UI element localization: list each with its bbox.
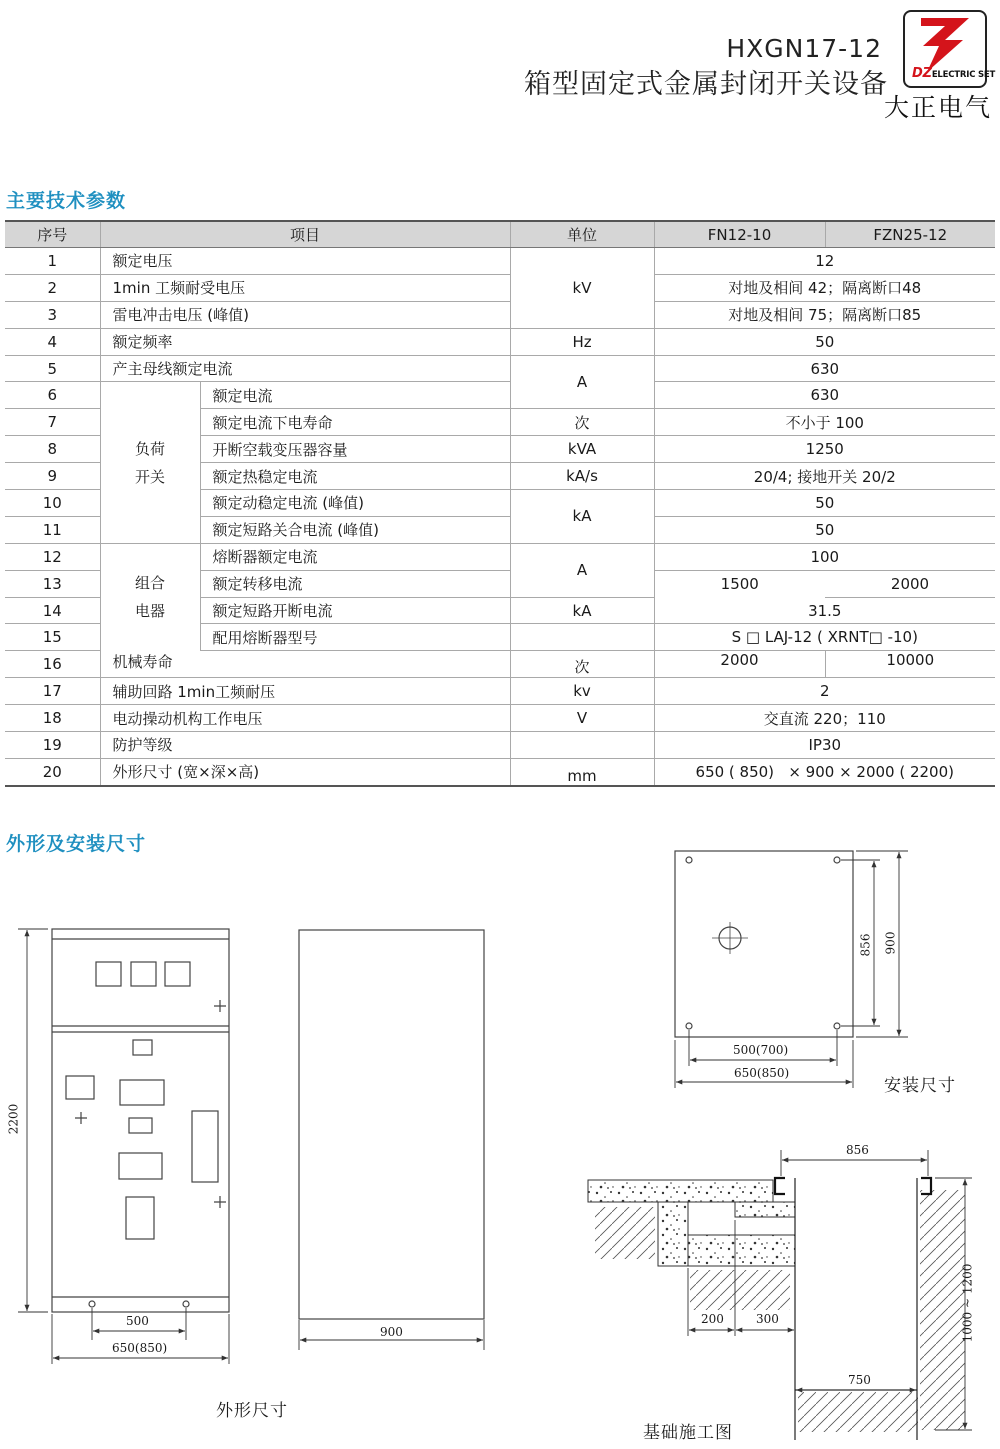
row-no: 17 — [5, 678, 100, 705]
row-item: 外形尺寸 (宽×深×高) — [100, 758, 510, 785]
outline-side-view — [299, 930, 484, 1319]
row-unit: V — [510, 705, 654, 732]
row-unit: mm — [510, 758, 654, 785]
row-no: 3 — [5, 301, 100, 328]
section-title-dimensions: 外形及安装尺寸 — [6, 833, 147, 855]
row-unit: 次 — [510, 651, 654, 678]
group-label: 负荷 — [134, 439, 165, 458]
row-item: 额定短路关合电流 (峰值) — [200, 516, 510, 543]
row-item: 雷电冲击电压 (峰值) — [100, 301, 510, 328]
row-unit: kA — [510, 490, 654, 544]
row-no: 4 — [5, 328, 100, 355]
row-no: 6 — [5, 382, 100, 409]
dim-install-inner-width: 500(700) — [733, 1043, 789, 1057]
row-no: 20 — [5, 758, 100, 785]
header-fzn25: FZN25-12 — [825, 221, 995, 248]
dim-foundation-w2: 300 — [756, 1312, 779, 1326]
product-model: HXGN17-12 — [726, 34, 882, 63]
row-item: 辅助回路 1min工频耐压 — [100, 678, 510, 705]
section-title-params: 主要技术参数 — [6, 190, 127, 212]
row-value: 对地及相间 75；隔离断口85 — [654, 301, 995, 328]
row-item: 产主母线额定电流 — [100, 355, 510, 382]
row-item: 额定电流下电寿命 — [200, 409, 510, 436]
row-no: 8 — [5, 436, 100, 463]
row-item: 1min 工频耐受电压 — [100, 274, 510, 301]
row-item: 防护等级 — [100, 732, 510, 759]
row-item: 额定电流 — [200, 382, 510, 409]
row-value-b: 2000 — [825, 570, 995, 597]
dim-foundation-w1: 200 — [701, 1312, 724, 1326]
row-no: 7 — [5, 409, 100, 436]
dim-outline-height: 2200 — [6, 1103, 21, 1135]
caption-outline: 外形尺寸 — [216, 1401, 288, 1421]
row-value: 20/4; 接地开关 20/2 — [654, 463, 995, 490]
outline-dimensions — [18, 929, 229, 1364]
logo-subtitle: ELECTRIC SET — [931, 70, 996, 80]
row-unit: Hz — [510, 328, 654, 355]
row-value-a: 2000 — [654, 651, 825, 678]
header-fn12: FN12-10 — [654, 221, 825, 248]
row-unit: 次 — [510, 409, 654, 436]
row-item: 额定短路开断电流 — [200, 597, 510, 624]
row-value: 不小于 100 — [654, 409, 995, 436]
dim-foundation-depth: 1000 ~ 1200 — [960, 1263, 975, 1343]
group-label: 开关 — [134, 467, 165, 486]
dim-outline-outer-width: 650(850) — [112, 1341, 168, 1355]
row-no: 19 — [5, 732, 100, 759]
row-no: 12 — [5, 543, 100, 570]
row-item: 配用熔断器型号 — [200, 624, 510, 651]
dim-outline-depth: 900 — [380, 1325, 403, 1339]
row-unit: kV — [510, 248, 654, 329]
install-dimensions — [675, 851, 908, 1088]
row-unit: kv — [510, 678, 654, 705]
row-item: 电动操动机构工作电压 — [100, 705, 510, 732]
row-no: 15 — [5, 624, 100, 651]
row-value: 50 — [654, 490, 995, 517]
row-no: 5 — [5, 355, 100, 382]
row-value: 630 — [654, 355, 995, 382]
row-value: 630 — [654, 382, 995, 409]
row-item: 熔断器额定电流 — [200, 543, 510, 570]
header-item: 项目 — [100, 221, 510, 248]
row-no: 16 — [5, 651, 100, 678]
logo-mark: DZ — [912, 66, 932, 81]
row-item: 机械寿命 — [100, 651, 510, 678]
row-unit: kA — [510, 597, 654, 624]
row-no: 10 — [5, 490, 100, 517]
row-item: 额定转移电流 — [200, 570, 510, 597]
outline-front-view — [52, 929, 229, 1312]
row-no: 14 — [5, 597, 100, 624]
row-value: 1250 — [654, 436, 995, 463]
dim-outline-inner-width: 500 — [126, 1314, 149, 1328]
group-label: 组合 — [134, 574, 165, 593]
row-no: 2 — [5, 274, 100, 301]
dim-install-outer-width: 650(850) — [734, 1066, 790, 1080]
group-label: 电器 — [134, 602, 165, 621]
dim-install-outer-height: 900 — [883, 931, 898, 955]
install-plan — [675, 851, 853, 1037]
row-item: 开断空载变压器容量 — [200, 436, 510, 463]
row-value: 100 — [654, 543, 995, 570]
caption-foundation: 基础施工图 — [643, 1423, 733, 1443]
row-unit: kA/s — [510, 463, 654, 490]
row-value: 12 — [654, 248, 995, 275]
row-item: 额定动稳定电流 (峰值) — [200, 490, 510, 517]
row-value: 50 — [654, 516, 995, 543]
row-value: S □ LAJ-12 ( XRNT□ -10) — [654, 624, 995, 651]
row-no: 13 — [5, 570, 100, 597]
header-no: 序号 — [5, 221, 100, 248]
row-item: 额定电压 — [100, 248, 510, 275]
caption-install: 安装尺寸 — [884, 1076, 956, 1096]
row-value: 650 ( 850) × 900 × 2000 ( 2200) — [654, 758, 995, 785]
row-no: 1 — [5, 248, 100, 275]
row-value-b: 10000 — [825, 651, 995, 678]
row-no: 11 — [5, 516, 100, 543]
row-value: IP30 — [654, 732, 995, 759]
row-item: 额定频率 — [100, 328, 510, 355]
dim-foundation-bottom-width: 750 — [848, 1373, 871, 1387]
foundation-drawing — [588, 1178, 965, 1440]
header-unit: 单位 — [510, 221, 654, 248]
row-value: 2 — [654, 678, 995, 705]
row-value-a: 1500 — [720, 574, 759, 593]
row-value: 交直流 220；110 — [654, 705, 995, 732]
dim-install-inner-height: 856 — [858, 933, 873, 957]
row-value: 对地及相间 42；隔离断口48 — [654, 274, 995, 301]
row-unit: A — [510, 355, 654, 409]
company-name: 大正电气 — [884, 93, 993, 122]
row-value: 31.5 — [654, 597, 995, 624]
row-item: 额定热稳定电流 — [200, 463, 510, 490]
row-value: 50 — [654, 328, 995, 355]
dim-foundation-top-width: 856 — [846, 1143, 869, 1157]
row-unit: A — [510, 543, 654, 597]
row-no: 18 — [5, 705, 100, 732]
row-unit: kVA — [510, 436, 654, 463]
row-no: 9 — [5, 463, 100, 490]
product-title: 箱型固定式金属封闭开关设备 — [524, 69, 888, 100]
